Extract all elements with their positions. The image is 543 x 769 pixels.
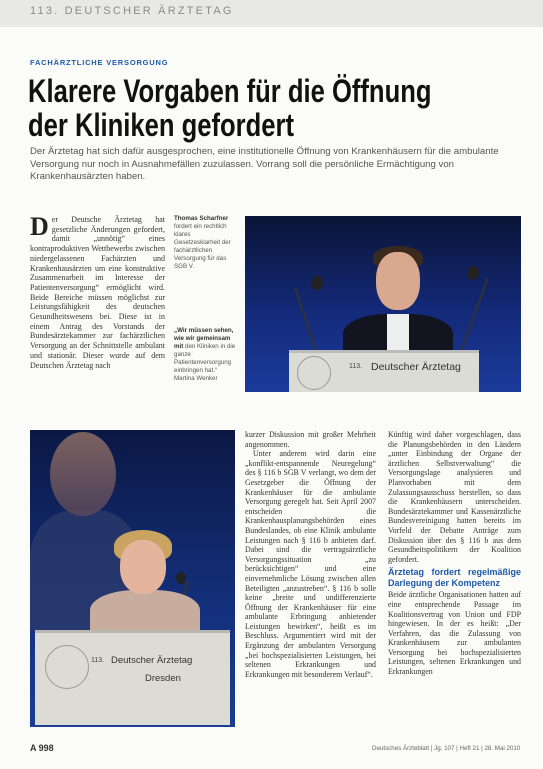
podium-number: 113. bbox=[349, 363, 363, 370]
headline-line-2: der Kliniken gefordert bbox=[28, 107, 294, 143]
photo-caption-sidebar bbox=[174, 215, 236, 390]
caption-quote-bold: „Wir müssen sehen, wie wir gemeinsam mit bbox=[174, 327, 234, 350]
lead-paragraph: Der Ärztetag hat sich dafür ausgesprochen, eine institutionelle Öffnung von Krankenhäusern für die ambulante Versorgung nur noch in Ausnahmefällen zuzulassen. Vorrang soll die persönliche Ermächtigung von Krankenhausärzten haben. bbox=[30, 146, 499, 182]
article-column-1 bbox=[30, 215, 165, 390]
article-column-3 bbox=[388, 430, 521, 730]
microphone-head bbox=[176, 572, 186, 584]
section-header-band bbox=[0, 0, 543, 27]
drop-cap: D bbox=[30, 215, 49, 241]
projection-face bbox=[50, 432, 116, 516]
headline bbox=[28, 73, 432, 143]
microphone-head bbox=[467, 266, 479, 280]
podium bbox=[289, 350, 479, 392]
podium bbox=[35, 630, 230, 725]
page-number: A 998 bbox=[30, 743, 54, 753]
article-column-2 bbox=[245, 430, 376, 730]
journal-citation: Deutsches Ärzteblatt | Jg. 107 | Heft 21 | 28. Mai 2010 bbox=[372, 745, 521, 752]
paragraph: Unter anderem wird darin eine „konflikt-entspannende Neuregelung“ des § 116 b SGB V verlangt, wo dem der Gesetzgeber die Öffnung der Krankenhäuser für die ambulante Versorgung geregelt hat. Seit April 2007 entscheiden die Krankenhausplanungsbehörden eines Bundeslandes, ob eine Klinik ambulante Leistungen nach § 116 b anbieten darf. Dabei sind die vertragsärztliche Versorgungssituation „zu berücksichtigen“ und eine einvernehmliche Lösung zwischen allen Beteiligten „anzustreben“. § 116 b solle keine „breite und undifferenzierte Öffnung der Krankenhäuser für eine ambulante Erbringung anbietender Leistungen bewirken“, heißt es im Beschluss. Argumentiert wird mit der Ergänzung der ambulanten Versorgung „bei hochspezialisierten Leistungen, bei seltenen Erkrankungen und Erkrankungen mit besonderem Verlauf“. bbox=[245, 449, 376, 679]
microphone-stand bbox=[459, 278, 488, 354]
speaker-face bbox=[376, 252, 420, 310]
caption-quote-rest: den Kliniken in die ganze Patientenversorgung einbringen hat.“ Martina Wenker bbox=[174, 343, 236, 382]
column-1-text: er Deutsche Ärztetag hat gesetzliche Änderungen gefordert, damit „unnötig“ eines kontraproduktiven Wettbewerbs zwischen niedergelassenen Fachärzten und Krankenhausärzten um eine konstruktive Zusammenarbeit im Interesse der Patientenversorgung“ ermöglicht wird. Beide Bereiche müssen möglichst zur Leistungsfähigkeit des deutschen Gesundheitswesens bei. Diese ist in einem Antrag des Vorstands der Bundesärztekammer zur fachärztlichen Versorgung an der Schnittstelle ambulant und stationär. Dieser wurde auf dem Deutschen Ärztetag nach bbox=[30, 215, 165, 370]
photo-speaker-male bbox=[245, 216, 521, 392]
photo-speaker-female bbox=[30, 430, 235, 727]
caption-author-role: fordert ein rechtlich klares Gesetzesklarheit der fachärztlichen Versorgung für das SGB V. bbox=[174, 223, 231, 270]
microphone-stand bbox=[294, 287, 318, 354]
headline-line-1: Klarere Vorgaben für die Öffnung bbox=[28, 73, 432, 109]
speaker-shirt bbox=[387, 314, 409, 350]
rubric: FACHÄRZTLICHE VERSORGUNG bbox=[30, 58, 169, 67]
paragraph: Beide ärztliche Organisationen hatten auf eine entsprechende Passage im Koalitionsvertrag von Union und FDP hingewiesen. In der es heißt: „Der Verfahren, das die Zulassung von Krankenhäusern zur ambulanten Versorgung bei hochspezialisierten Leistungen, seltenen Erkrankungen und Erkrankungen bbox=[388, 590, 521, 677]
aesculapius-logo bbox=[297, 356, 331, 390]
caption-quote bbox=[174, 327, 236, 383]
podium-number: 113. bbox=[91, 657, 105, 664]
aesculapius-logo bbox=[45, 645, 89, 689]
podium-label: Deutscher Ärztetag bbox=[371, 361, 461, 373]
section-header: 113. DEUTSCHER ÄRZTETAG bbox=[30, 5, 234, 17]
speaker-face bbox=[120, 540, 166, 594]
microphone-head bbox=[311, 276, 323, 290]
paragraph: kurzer Diskussion mit großer Mehrheit angenommen. bbox=[245, 430, 376, 449]
podium-label: Deutscher Ärztetag bbox=[111, 655, 193, 666]
podium-city: Dresden bbox=[145, 673, 181, 684]
subheading: Ärztetag fordert regelmäßige Darlegung der Kompetenz bbox=[388, 567, 521, 588]
paragraph: Künftig wird daher vorgeschlagen, dass die Planungsbehörden in den Ländern „unter Einbindung der Organe der ärztlichen Selbstverwaltung“ die Versorgungslage analysieren und Planvorhaben mit dem Zulassungsausschuss herstellen, so dass die Krankenhäusern unterscheiden. Bundesärztekammer und Kassenärztliche Bundesvereinigung hatten bereits im Vorfeld der Debatte Anträge zum Diskussion über des § 116 b aus dem Gesundheitspolitikern der Koalition gefordert. bbox=[388, 430, 521, 564]
caption-author: Thomas Scharfner bbox=[174, 215, 229, 222]
